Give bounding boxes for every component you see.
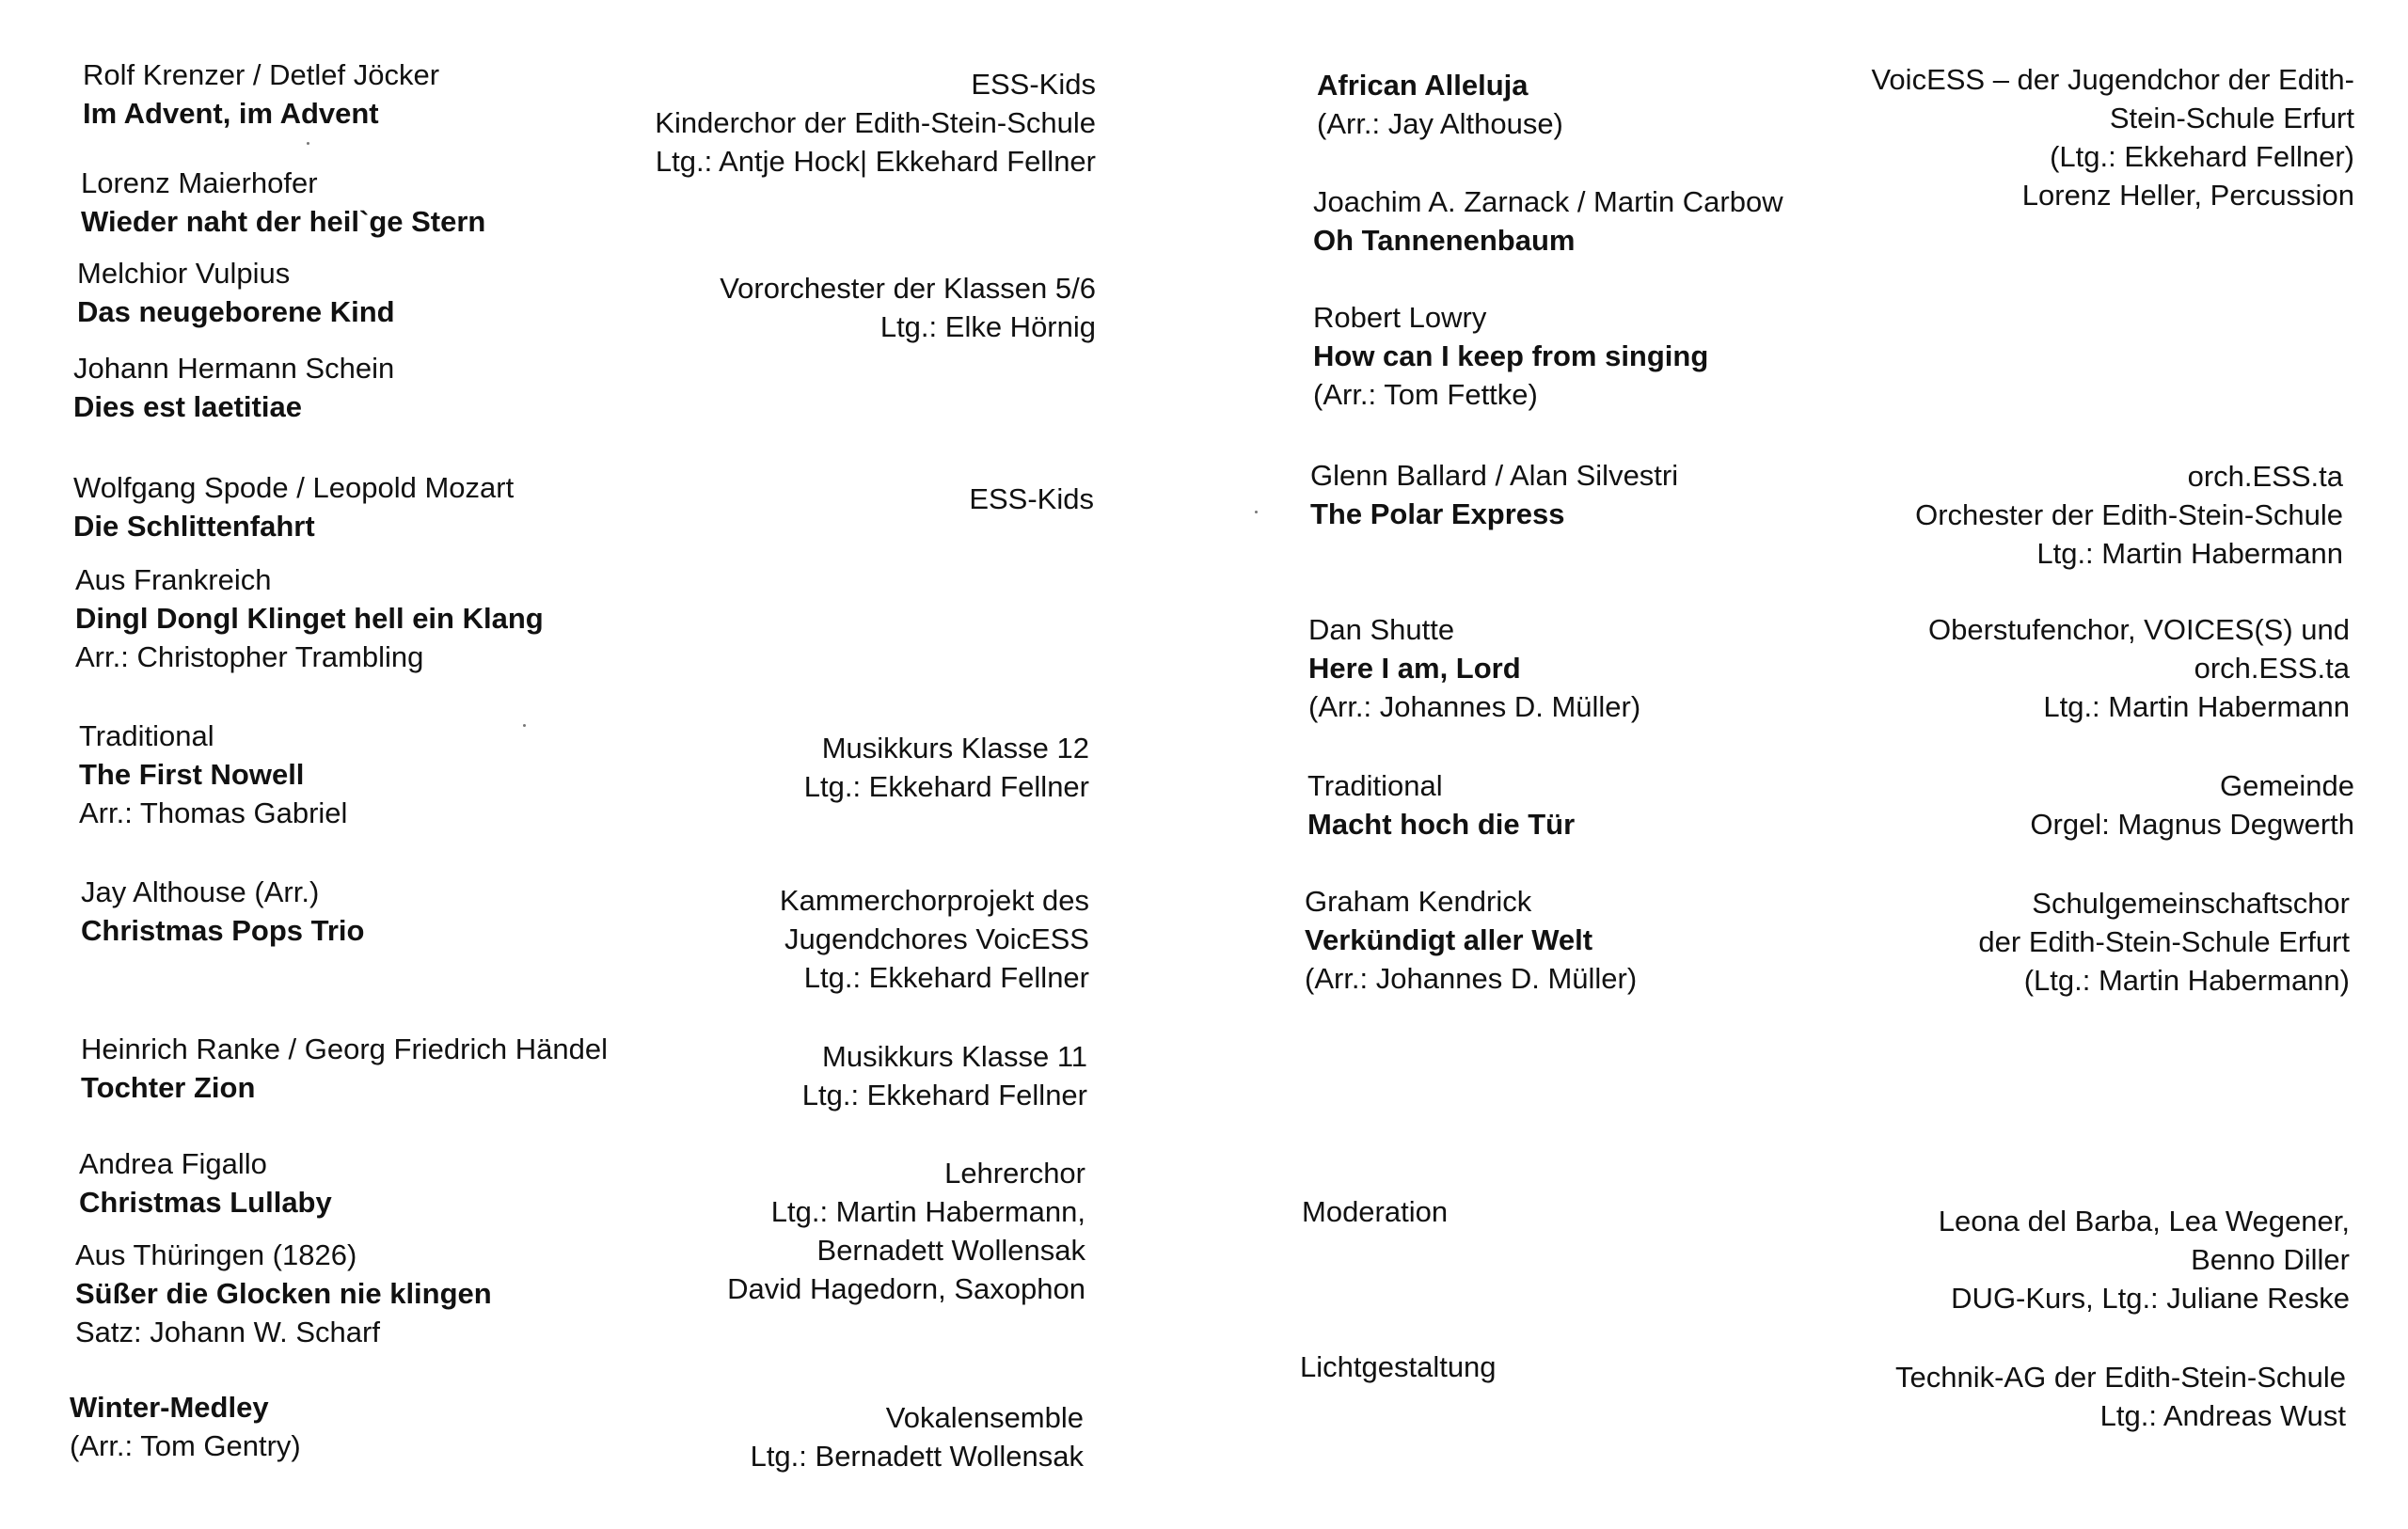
piece-title: Winter-Medley — [70, 1391, 269, 1424]
soloist: David Hagedorn, Saxophon — [727, 1272, 1085, 1305]
program-item-work — [81, 164, 485, 241]
piece-title: Dingl Dongl Klinget hell ein Klang — [75, 602, 544, 635]
program-item-performers — [720, 269, 1096, 346]
piece-title: Im Advent, im Advent — [83, 97, 379, 130]
program-item-performers — [1928, 610, 2350, 726]
composer: Glenn Ballard / Alan Silvestri — [1310, 459, 1679, 492]
ensemble: Vororchester der Klassen 5/6 — [720, 272, 1096, 305]
program-item-work — [81, 1030, 608, 1107]
conductor: Ltg.: Bernadett Wollensak — [750, 1440, 1084, 1473]
presenters: Leona del Barba, Lea Wegener, — [1938, 1205, 2350, 1237]
program-item-performers — [1871, 60, 2354, 214]
conductor: Ltg.: Martin Habermann — [2036, 537, 2343, 570]
ensemble: ESS-Kids — [969, 482, 1094, 515]
program-item-work — [73, 468, 514, 545]
arranger: Satz: Johann W. Scharf — [75, 1316, 380, 1348]
course-lead: DUG-Kurs, Ltg.: Juliane Reske — [1951, 1282, 2350, 1315]
program-item-work — [1307, 766, 1575, 843]
program-item-performers — [804, 729, 1089, 806]
arranger: (Arr.: Jay Althouse) — [1317, 107, 1563, 140]
conductor: Ltg.: Ekkehard Fellner — [803, 770, 1089, 803]
piece-title: Tochter Zion — [81, 1071, 256, 1104]
piece-title: African Alleluja — [1317, 69, 1529, 102]
conductor: Ltg.: Ekkehard Fellner — [801, 1079, 1087, 1111]
composer: Heinrich Ranke / Georg Friedrich Händel — [81, 1032, 608, 1065]
composer: Lorenz Maierhofer — [81, 166, 318, 199]
arranger: (Arr.: Johannes D. Müller) — [1305, 962, 1638, 995]
program-item-performers — [1939, 1202, 2350, 1317]
program-item-work — [73, 349, 394, 426]
program-item-work — [1308, 610, 1640, 726]
program-item-performers — [1915, 457, 2343, 573]
program-item-work — [79, 1144, 332, 1222]
scan-speck — [307, 142, 309, 145]
conductor: Ltg.: Elke Hörnig — [879, 310, 1096, 343]
conductor: Ltg.: Martin Habermann — [2043, 690, 2350, 723]
conductor: Ltg.: Andreas Wust — [2099, 1399, 2346, 1432]
program-item-work — [1313, 182, 1783, 260]
composer: Dan Shutte — [1308, 613, 1455, 646]
program-item-work — [70, 1388, 301, 1465]
ensemble: Musikkurs Klasse 12 — [821, 732, 1089, 764]
ensemble-detail: der Edith-Stein-Schule Erfurt — [1978, 925, 2350, 958]
arranger: (Arr.: Johannes D. Müller) — [1308, 690, 1641, 723]
piece-title: Dies est laetitiae — [73, 390, 302, 423]
program-item-work — [75, 1236, 492, 1351]
composer: Wolfgang Spode / Leopold Mozart — [73, 471, 515, 504]
scan-speck — [523, 724, 526, 727]
composer: Johann Hermann Schein — [73, 352, 395, 385]
ensemble-detail: Orchester der Edith-Stein-Schule — [1915, 498, 2343, 531]
program-item-work — [75, 560, 544, 676]
program-item-work — [83, 55, 439, 133]
composer: Jay Althouse (Arr.) — [81, 875, 320, 908]
arranger: (Arr.: Tom Gentry) — [70, 1429, 301, 1462]
ensemble-detail: Kinderchor der Edith-Stein-Schule — [655, 106, 1096, 139]
ensemble: Lehrerchor — [944, 1157, 1085, 1190]
ensemble: ESS-Kids — [971, 68, 1096, 101]
soloist: Lorenz Heller, Percussion — [2021, 179, 2354, 212]
ensemble: Gemeinde — [2219, 769, 2354, 802]
program-item-work — [1305, 882, 1637, 998]
conductor: Ltg.: Martin Habermann, — [770, 1195, 1085, 1228]
composer: Rolf Krenzer / Detlef Jöcker — [83, 58, 440, 91]
piece-title: How can I keep from singing — [1313, 339, 1709, 372]
piece-title: Das neugeborene Kind — [77, 295, 395, 328]
piece-title: The Polar Express — [1310, 497, 1565, 530]
conductor: Ltg.: Ekkehard Fellner — [803, 961, 1089, 994]
organist: Orgel: Magnus Degwerth — [2030, 808, 2354, 841]
piece-title: Macht hoch die Tür — [1307, 808, 1576, 841]
composer: Andrea Figallo — [79, 1147, 267, 1180]
ensemble: VoicESS – der Jugendchor der Edith- — [1871, 63, 2354, 96]
role-label: Moderation — [1302, 1195, 1449, 1228]
arranger: (Arr.: Tom Fettke) — [1313, 378, 1538, 411]
ensemble: Kammerchorprojekt des — [779, 884, 1089, 917]
program-item-work — [1313, 298, 1708, 414]
program-item-performers — [727, 1154, 1085, 1308]
program-item-performers — [2030, 766, 2354, 843]
composer: Robert Lowry — [1313, 301, 1487, 334]
ensemble-detail: Stein-Schule Erfurt — [2109, 102, 2354, 134]
piece-title: Christmas Lullaby — [79, 1186, 332, 1219]
ensemble-detail: orch.ESS.ta — [2194, 652, 2350, 685]
composer: Aus Frankreich — [75, 563, 272, 596]
program-item-work — [1317, 66, 1563, 143]
program-item-work — [77, 254, 395, 331]
conductor: Ltg.: Antje Hock| Ekkehard Fellner — [655, 145, 1096, 178]
program-item-work — [1302, 1192, 1448, 1231]
piece-title: Wieder naht der heil`ge Stern — [81, 205, 486, 238]
piece-title: The First Nowell — [79, 758, 305, 791]
conductor: (Ltg.: Ekkehard Fellner) — [2050, 140, 2354, 173]
piece-title: Die Schlittenfahrt — [73, 510, 315, 543]
conductor: Bernadett Wollensak — [816, 1234, 1085, 1267]
role-label: Lichtgestaltung — [1300, 1350, 1497, 1383]
composer: Joachim A. Zarnack / Martin Carbow — [1313, 185, 1783, 218]
piece-title: Süßer die Glocken nie klingen — [75, 1277, 492, 1310]
composer: Graham Kendrick — [1305, 885, 1532, 918]
program-item-performers — [1895, 1358, 2346, 1435]
composer: Traditional — [1307, 769, 1443, 802]
arranger: Arr.: Thomas Gabriel — [79, 796, 348, 829]
program-item-performers — [802, 1037, 1087, 1114]
conductor: (Ltg.: Martin Habermann) — [2023, 964, 2350, 997]
ensemble: Schulgemeinschaftschor — [2032, 887, 2350, 920]
ensemble: Technik-AG der Edith-Stein-Schule — [1894, 1361, 2346, 1394]
piece-title: Here I am, Lord — [1308, 652, 1521, 685]
ensemble-detail: Jugendchores VoicESS — [784, 922, 1089, 955]
scan-speck — [1255, 511, 1258, 513]
piece-title: Oh Tannenenbaum — [1313, 224, 1576, 257]
piece-title: Verkündigt aller Welt — [1305, 923, 1593, 956]
program-item-performers — [969, 480, 1094, 518]
composer: Aus Thüringen (1826) — [75, 1238, 357, 1271]
ensemble: Musikkurs Klasse 11 — [822, 1040, 1087, 1073]
program-item-performers — [780, 881, 1089, 997]
program-item-work — [81, 873, 364, 950]
program-item-work — [1300, 1348, 1497, 1386]
composer: Melchior Vulpius — [77, 257, 291, 290]
ensemble: Vokalensemble — [885, 1401, 1084, 1434]
presenters: Benno Diller — [2191, 1243, 2350, 1276]
program-item-performers — [751, 1398, 1084, 1475]
program-item-performers — [655, 65, 1096, 181]
program-item-work — [79, 717, 347, 832]
piece-title: Christmas Pops Trio — [81, 914, 365, 947]
ensemble: Oberstufenchor, VOICES(S) und — [1928, 613, 2350, 646]
arranger: Arr.: Christopher Trambling — [75, 640, 424, 673]
composer: Traditional — [79, 719, 214, 752]
ensemble: orch.ESS.ta — [2187, 460, 2343, 493]
program-item-work — [1310, 456, 1678, 533]
program-item-performers — [1978, 884, 2350, 1000]
